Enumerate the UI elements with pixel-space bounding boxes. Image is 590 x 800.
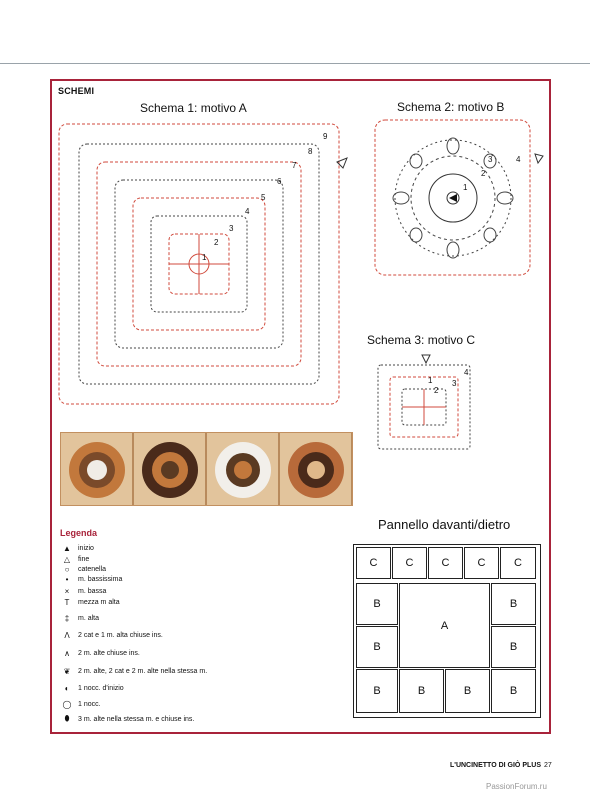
- legend-symbol-icon: ∧: [64, 649, 70, 658]
- legend-symbol-icon: ❦: [63, 667, 71, 676]
- schema1-round-2: 2: [214, 238, 219, 247]
- schema1-round-6: 6: [277, 177, 282, 186]
- legend-item: [60, 587, 106, 596]
- panel-cell-b: B: [491, 669, 536, 713]
- schema2-round-2: 2: [481, 169, 486, 178]
- legend-item: [60, 714, 194, 724]
- legend-symbol-icon: ×: [64, 587, 70, 596]
- schema3-round-4: 4: [464, 368, 469, 377]
- panel-cell-b: B: [491, 626, 536, 668]
- legend-symbol-icon: ○: [64, 565, 70, 574]
- panel-cell-c: C: [464, 547, 499, 579]
- panel-cell-b: B: [491, 583, 536, 625]
- panel-layout-diagram: [353, 544, 541, 718]
- legend-symbol-icon: ◐: [64, 684, 70, 693]
- schema3-round-3: 3: [452, 379, 457, 388]
- legend-label: 2 cat e 1 m. alta chiuse ins.: [78, 632, 163, 639]
- panel-cell-b: B: [356, 583, 398, 625]
- legend-symbol-icon: ‡: [64, 614, 70, 623]
- legend-label: catenella: [78, 566, 107, 573]
- schema1-round-9: 9: [323, 132, 328, 141]
- schema2-round-4: 4: [516, 155, 521, 164]
- legend-symbol-icon: T: [64, 598, 70, 607]
- legend-symbol-icon: Λ: [64, 631, 70, 640]
- legend-item: [60, 565, 106, 574]
- panel-cell-b: B: [356, 669, 398, 713]
- photo-tile: [61, 433, 134, 506]
- panel-cell-c: C: [500, 547, 536, 579]
- schema1-round-4: 4: [245, 207, 250, 216]
- legend-label: 3 m. alte nella stessa m. e chiuse ins.: [78, 715, 195, 723]
- legend-symbol-icon: ⬮: [64, 714, 70, 723]
- panel-cell-b: B: [356, 626, 398, 668]
- legend-item: [60, 667, 207, 676]
- legend-label: m. bassa: [78, 588, 107, 595]
- top-rule: [0, 63, 590, 64]
- legend-label: fine: [78, 556, 90, 563]
- legend-item: [60, 700, 101, 709]
- photo-tile: [207, 433, 280, 506]
- panel-cell-b: B: [445, 669, 490, 713]
- legend-symbol-icon: ▲: [63, 544, 71, 553]
- panel-cell-c: C: [428, 547, 463, 579]
- schema1-diagram: [57, 122, 347, 407]
- schema1-round-1: 1: [202, 253, 207, 262]
- legend-label: inizio: [78, 545, 94, 552]
- panel-title: Pannello davanti/dietro: [378, 517, 511, 532]
- crochet-photo-strip: [60, 432, 353, 506]
- legend-item: [60, 598, 120, 607]
- schema1-round-5: 5: [261, 193, 266, 202]
- legend-title: Legenda: [60, 528, 98, 538]
- panel-cell-c: C: [356, 547, 391, 579]
- schema1-round-7: 7: [292, 161, 297, 170]
- schema2-round-1: 1: [463, 183, 468, 192]
- legend-label: m. alta: [78, 615, 100, 622]
- legend-item: [60, 684, 124, 693]
- legend-item: [60, 544, 94, 553]
- legend-item: [60, 649, 140, 658]
- page-footer: [450, 762, 552, 769]
- panel-cell-a: A: [399, 583, 490, 668]
- legend-item: [60, 555, 89, 564]
- schema3-round-2: 2: [434, 386, 439, 395]
- schema1-title: Schema 1: motivo A: [140, 101, 247, 115]
- schema2-title: Schema 2: motivo B: [397, 100, 505, 114]
- schema2-round-3: 3: [488, 155, 493, 164]
- legend-label: mezza m alta: [78, 599, 120, 606]
- schema1-round-8: 8: [308, 147, 313, 156]
- section-label: SCHEMI: [58, 86, 95, 96]
- legend-item: [60, 614, 99, 623]
- legend-label: 1 nocc. d'inizio: [78, 685, 124, 692]
- schema2-diagram: [373, 118, 533, 283]
- schema3-diagram: [376, 355, 476, 455]
- legend-label: 2 m. alte, 2 cat e 2 m. alte nella stessa m.: [78, 668, 208, 675]
- legend-symbol-icon: ◯: [62, 700, 72, 709]
- magazine-brand: L'UNCINETTO DI GIÒ PLUS: [450, 762, 541, 769]
- photo-tile: [134, 433, 207, 506]
- legend-item: [60, 575, 122, 584]
- panel-cell-b: B: [399, 669, 444, 713]
- legend-item: [60, 631, 163, 640]
- schema1-round-3: 3: [229, 224, 234, 233]
- legend-symbol-icon: •: [65, 575, 69, 584]
- schema3-title: Schema 3: motivo C: [367, 333, 476, 347]
- schema3-round-1: 1: [428, 376, 433, 385]
- legend-label: 1 nocc.: [78, 701, 101, 708]
- legend-label: 2 m. alte chiuse ins.: [78, 650, 140, 657]
- page-number: 27: [543, 762, 552, 769]
- panel-cell-c: C: [392, 547, 427, 579]
- legend-label: m. bassissima: [78, 576, 123, 583]
- legend-symbol-icon: △: [63, 555, 71, 564]
- watermark: PassionForum.ru: [486, 782, 547, 791]
- photo-tile: [280, 433, 353, 506]
